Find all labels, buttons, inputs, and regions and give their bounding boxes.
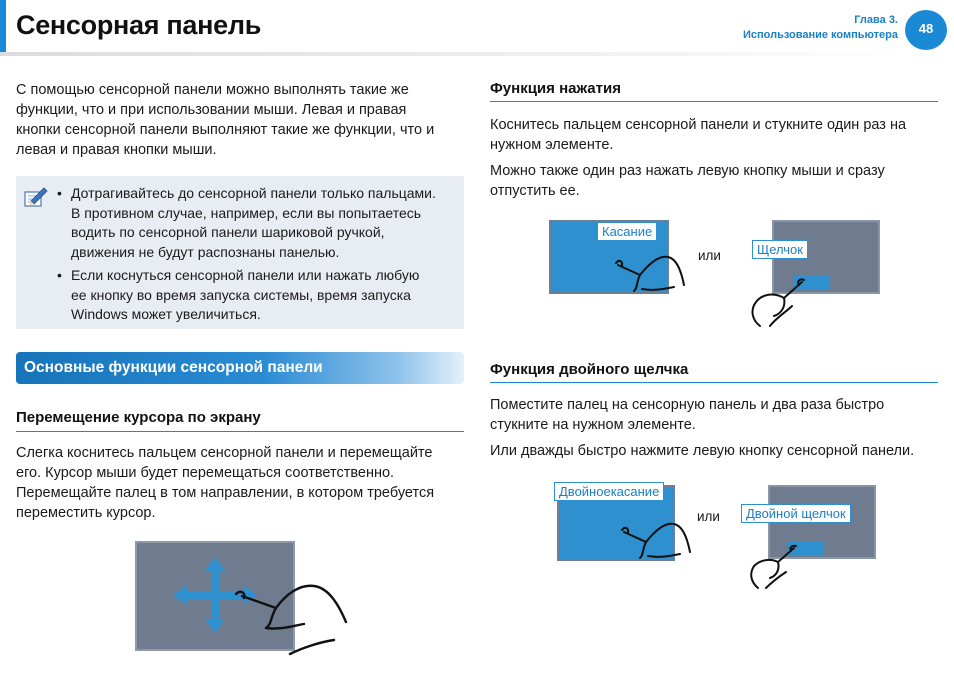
- cursor-move-rule: [16, 431, 464, 432]
- tap-line: нужном элементе.: [490, 137, 614, 153]
- bullet: •: [57, 185, 62, 201]
- intro-line: С помощью сенсорной панели можно выполнять такие же: [16, 82, 409, 98]
- note-line: движения не будут распознаны панелью.: [71, 243, 340, 260]
- section-banner: [16, 352, 464, 384]
- tap-line: Коснитесь пальцем сенсорной панели и стукните один раз на: [490, 117, 907, 133]
- cursor-move-line: его. Курсор мыши будет перемещаться соответственно.: [16, 465, 395, 481]
- or-label: или: [697, 509, 720, 524]
- double-tap-line: Поместите палец на сенсорную панель и два раза быстро: [490, 397, 885, 413]
- tap-heading: Функция нажатия: [490, 80, 621, 97]
- cursor-move-paragraph: [16, 443, 466, 523]
- pointing-hand-icon: [620, 512, 692, 564]
- chapter-number: Глава 3.: [854, 14, 898, 26]
- double-tap-line: стукните на нужном элементе.: [490, 417, 696, 433]
- section-title: Основные функции сенсорной панели: [24, 359, 323, 376]
- double-tap-line: Или дважды быстро нажмите левую кнопку сенсорной панели.: [490, 443, 915, 459]
- cursor-move-line: Перемещайте палец в том направлении, в котором требуется: [16, 485, 435, 501]
- double-tap-heading: Функция двойного щелчка: [490, 361, 689, 378]
- double-click-callout: Двойной щелчок: [741, 504, 851, 523]
- bullet: •: [57, 267, 62, 283]
- intro-paragraph: [16, 80, 466, 160]
- tap-callout: Касание: [597, 222, 657, 241]
- pointing-hand-icon: [746, 544, 798, 590]
- note-pen-icon: [22, 184, 48, 210]
- note-line: В противном случае, например, если вы попытаетесь: [71, 204, 422, 221]
- note-item: [57, 184, 461, 262]
- cursor-move-line: переместить курсор.: [16, 505, 156, 521]
- tap-line: отпустить ее.: [490, 183, 580, 199]
- pointing-hand-icon: [614, 245, 686, 297]
- note-box: [16, 176, 464, 329]
- intro-line: левая и правая кнопки мыши.: [16, 142, 217, 158]
- note-line: водить по сенсорной панели шариковой ручкой,: [71, 224, 385, 240]
- note-line: ее кнопку во время запуска системы, время запуска: [71, 286, 411, 303]
- or-label: или: [698, 248, 721, 263]
- chapter-title: Использование компьютера: [742, 29, 898, 41]
- tap-paragraph: [490, 115, 945, 201]
- double-tap-rule: [490, 382, 938, 383]
- pointing-hand-icon: [746, 276, 806, 328]
- chapter-label: [743, 13, 898, 43]
- page-title: Сенсорная панель: [16, 10, 262, 40]
- note-line: Дотрагивайтесь до сенсорной панели только пальцами.: [71, 185, 436, 201]
- note-line: Windows может увеличиться.: [71, 306, 261, 322]
- double-tap-paragraph: [490, 395, 945, 461]
- header-divider: [0, 52, 905, 56]
- pointing-hand-icon: [230, 578, 352, 656]
- intro-line: функции, что и при использовании мыши. Левая и правая: [16, 102, 407, 118]
- cursor-move-line: Слегка коснитесь пальцем сенсорной панели и перемещайте: [16, 445, 433, 461]
- page-number-badge: 48: [905, 10, 947, 50]
- intro-line: кнопки сенсорной панели выполняют такие же функции, что и: [16, 122, 435, 138]
- header-accent-bar: [0, 0, 6, 52]
- double-tap-callout: Двойноекасание: [554, 482, 664, 501]
- note-line: Если коснуться сенсорной панели или нажать любую: [71, 267, 420, 283]
- cursor-move-heading: Перемещение курсора по экрану: [16, 409, 261, 426]
- click-callout: Щелчок: [752, 240, 808, 259]
- tap-line: Можно также один раз нажать левую кнопку мыши и сразу: [490, 163, 885, 179]
- note-item: [57, 266, 461, 325]
- tap-rule: [490, 101, 938, 102]
